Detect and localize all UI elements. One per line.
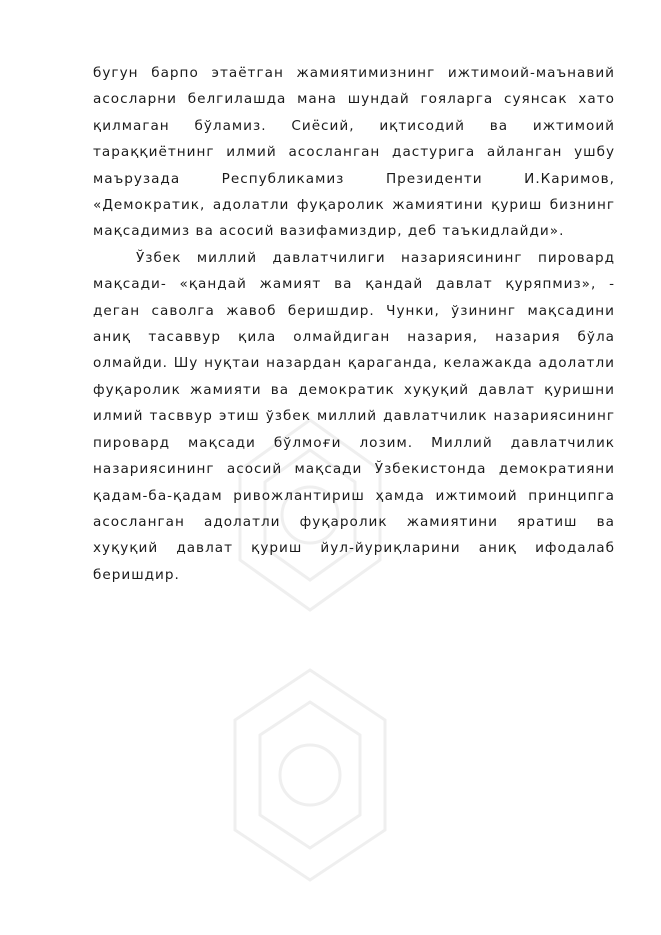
document-body xyxy=(93,60,615,588)
paragraph-2: Ўзбек миллий давлатчилиги назариясининг пировард мақсади- «қандай жамият ва қандай давлат қуряпмиз», - деган саволга жавоб беришдир. Чунки, ўзининг мақсадини аниқ тасаввур қила олмайдиган назария, назария бўла олмайди. Шу нуқтаи назардан қараганда, келажакда адолатли фуқаролик жамияти ва демократик хуқуқий давлат қуришни илмий тасввур этиш ўзбек миллий давлатчилик назариясининг пировард мақсади бўлмоғи лозим. Миллий давлатчилик назариясининг асосий мақсади Ўзбекистонда демократияни қадам-ба-қадам ривожлантириш ҳамда ижтимоий принципга асосланган адолатли фуқаролик жамиятини яратиш ва хуқуқий давлат қуриш йул-йуриқларини аниқ ифодалаб беришдир. xyxy=(93,249,615,583)
paragraph-1: бугун барпо этаётган жамиятимизнинг ижтимоий-маънавий асосларни белгилашда мана шундай гояларга суянсак хато қилмаган бўламиз. Сиёсий, иқтисодий ва ижтимоий тараққиётнинг илмий асосланган дастурига айланган ушбу маърузада Республикамиз Президенти И.Каримов, «Демократик, адолатли фуқаролик жамиятини қуриш бизнинг мақсадимиз ва асосий вазифамиздир, деб таъкидлайди». xyxy=(93,65,615,240)
